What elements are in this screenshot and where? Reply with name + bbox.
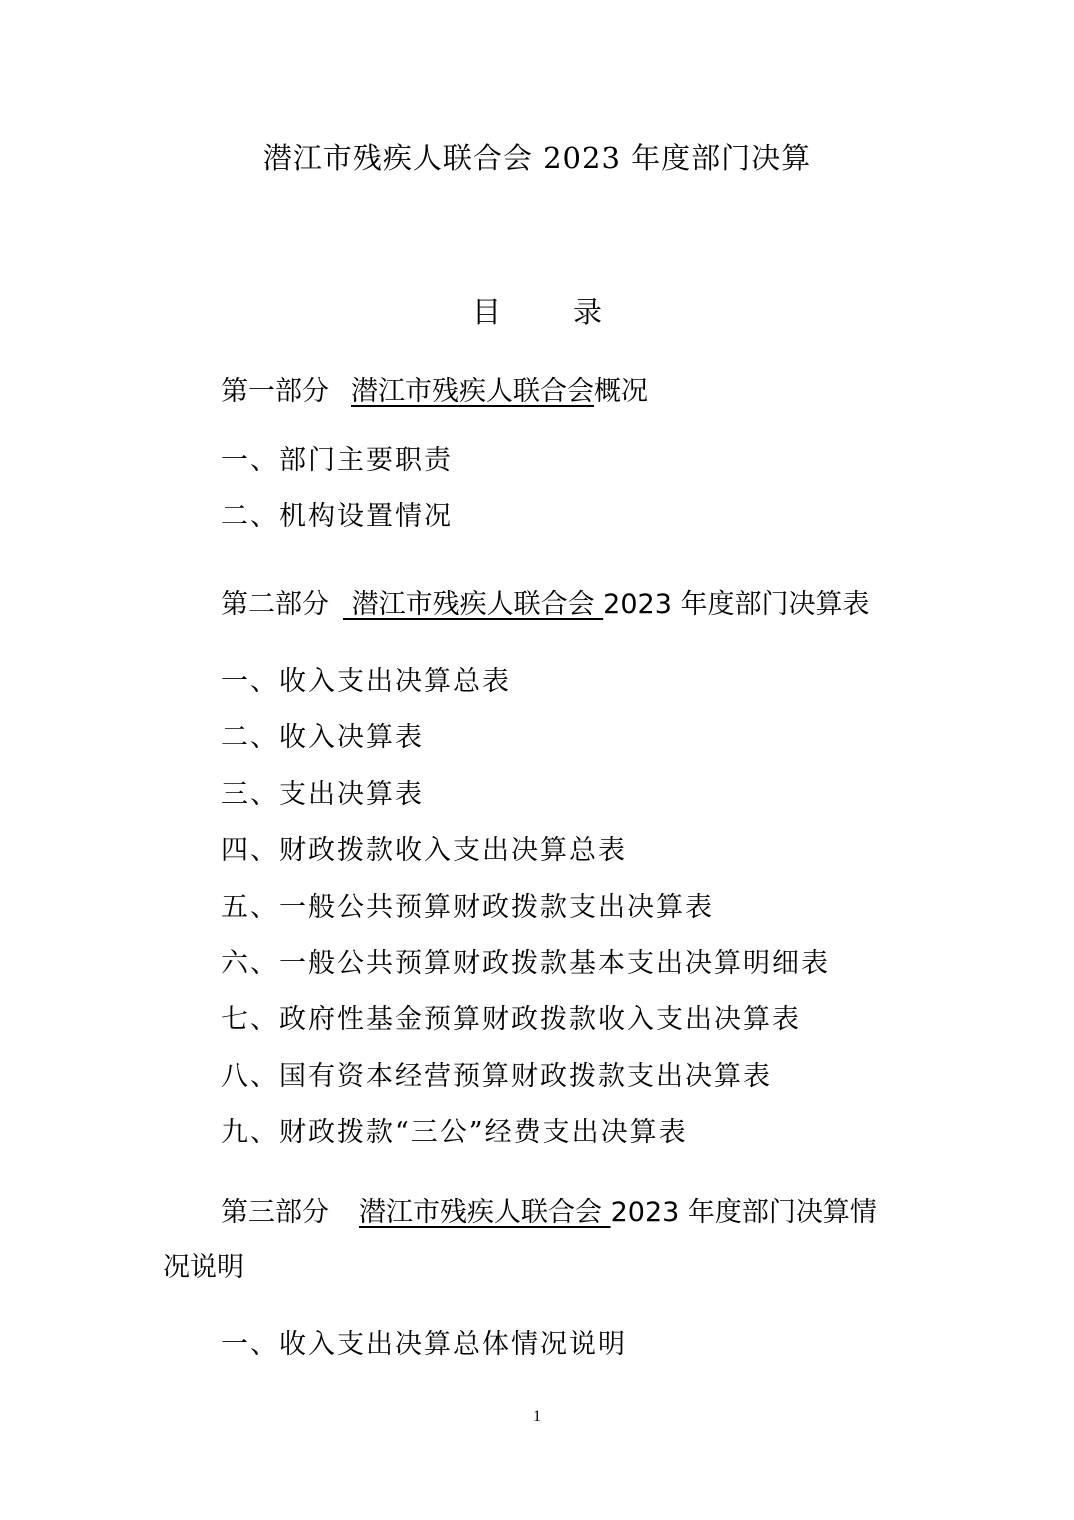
- part2-heading: [221, 585, 869, 625]
- toc-item: 一、收入支出决算总表: [221, 666, 511, 697]
- part1-label: 第一部分: [221, 376, 329, 407]
- toc-item: 八、国有资本经营预算财政拨款支出决算表: [221, 1061, 772, 1092]
- toc-heading-right: 录: [573, 295, 603, 329]
- part2-suffix: 2023 年度部门决算表: [603, 589, 870, 620]
- toc-item: 四、财政拨款收入支出决算总表: [221, 835, 627, 866]
- part3-heading-continued: 况说明: [163, 1252, 244, 1283]
- part3-suffix: 2023 年度部门决算情: [610, 1197, 877, 1228]
- toc-item: 七、政府性基金预算财政拨款收入支出决算表: [221, 1004, 801, 1035]
- part1-org-name: 潜江市残疾人联合会: [351, 376, 594, 407]
- part1-suffix: 概况: [594, 376, 648, 407]
- part3-org-name: 潜江市残疾人联合会: [359, 1197, 611, 1228]
- toc-item: 九、财政拨款“三公”经费支出决算表: [221, 1117, 688, 1148]
- toc-item: 一、收入支出决算总体情况说明: [221, 1329, 627, 1360]
- toc-item: 三、支出决算表: [221, 779, 424, 810]
- part3-heading: [221, 1193, 877, 1233]
- toc-item: 一、部门主要职责: [221, 445, 453, 476]
- document-title: 潜江市残疾人联合会 2023 年度部门决算: [262, 141, 812, 175]
- part2-org-name: 潜江市残疾人联合会: [343, 589, 604, 620]
- toc-item: 二、机构设置情况: [221, 501, 453, 532]
- part3-label: 第三部分: [221, 1197, 329, 1228]
- part1-heading: [221, 372, 648, 412]
- toc-heading-left: 目: [471, 295, 501, 329]
- toc-item: 五、一般公共预算财政拨款支出决算表: [221, 892, 714, 923]
- page-number: 1: [533, 1408, 541, 1425]
- toc-item: 二、收入决算表: [221, 722, 424, 753]
- toc-heading: [0, 292, 1074, 332]
- toc-item: 六、一般公共预算财政拨款基本支出决算明细表: [221, 948, 830, 979]
- part2-label: 第二部分: [221, 589, 329, 620]
